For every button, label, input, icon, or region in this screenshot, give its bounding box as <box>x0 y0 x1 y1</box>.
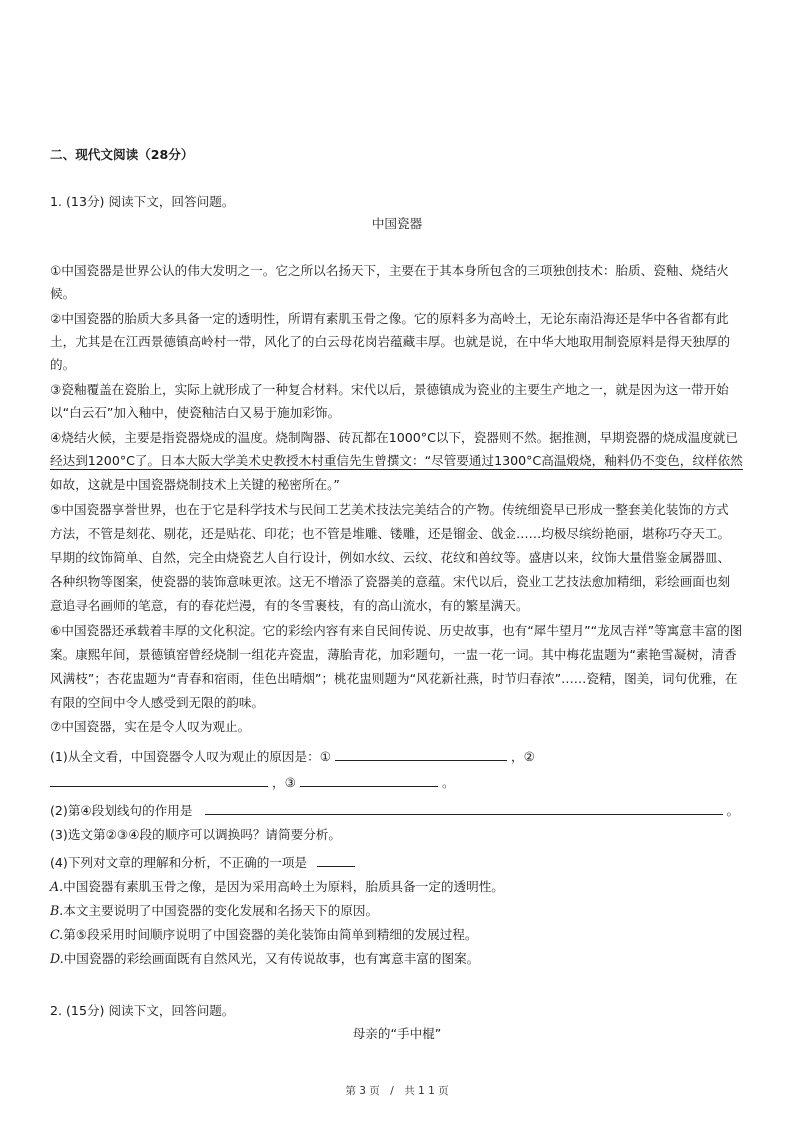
paragraph-1-line-2: 候。 <box>50 286 76 301</box>
option-c-letter: C. <box>50 927 64 942</box>
option-a[interactable] <box>50 876 504 895</box>
sub-question-1-sep-3: ，③ <box>272 775 296 790</box>
sub-question-3: (3)选文第②③④段的顺序可以调换吗？请简要分析。 <box>50 827 341 842</box>
question-2-heading: 2. (15分) 阅读下文，回答问题。 <box>50 1003 235 1018</box>
sub-question-1-cont <box>50 772 455 791</box>
paragraph-3-line-2: 以“白云石”加入釉中，使瓷釉洁白又易于施加彩饰。 <box>50 405 341 420</box>
paragraph-6-line-3: 风满枝”；杏花盅题为“青春和宿雨，佳色出晴烟”；桃花盅则题为“风花新社燕，时节归春浓”……瓷精，图美，词句优雅，在 <box>50 671 738 686</box>
sub-question-4-label: (4)下列对文章的理解和分析，不正确的一项是 <box>50 855 308 870</box>
section-title: 二、现代文阅读（28分） <box>50 147 194 162</box>
option-b[interactable] <box>50 900 378 919</box>
sub-question-4 <box>50 852 355 871</box>
paragraph-3-line-1: ③瓷釉覆盖在瓷胎上，实际上就形成了一种复合材料。宋代以后，景德镇成为瓷业的主要生产地之一，就是因为这一带开始 <box>50 382 729 397</box>
paragraph-5-line-1: ⑤中国瓷器享誉世界，也在于它是科学技术与民间工艺美术技法完美结合的产物。传统细瓷早已形成一整套美化装饰的方式 <box>50 502 729 517</box>
option-c-text: 第⑤段采用时间顺序说明了中国瓷器的美化装饰由简单到精细的发展过程。 <box>63 927 478 942</box>
paragraph-6-line-2: 案。康熙年间，景德镇窑曾经烧制一组花卉瓷盅，薄胎青花，加彩题句，一盅一花一词。其中梅花盅题为“素艳雪凝树，清香 <box>50 647 737 662</box>
answer-blank-3[interactable] <box>300 772 438 787</box>
paragraph-2-line-2: 土，尤其是在江西景德镇高岭村一带，风化了的白云母花岗岩蕴藏丰厚。也就是说，在中华大地取用制瓷原料是得天独厚的 <box>50 334 731 349</box>
question-1-heading: 1. (13分) 阅读下文，回答问题。 <box>50 194 235 209</box>
answer-blank-4[interactable] <box>205 800 723 815</box>
answer-blank-2[interactable] <box>50 772 268 787</box>
answer-blank-1[interactable] <box>335 746 507 761</box>
paragraph-5-line-4: 各种织物等图案，使瓷器的装饰意味更浓。这无不增添了瓷器美的意蕴。宋代以后，瓷业工艺技法愈加精细，彩绘画面也刻 <box>50 574 731 589</box>
paragraph-6-line-4: 有限的空间中令人感受到无限的韵味。 <box>50 695 265 710</box>
option-b-text: 本文主要说明了中国瓷器的变化发展和名扬天下的原因。 <box>63 903 379 918</box>
paragraph-4-line-2-underlined <box>50 449 743 472</box>
page-footer: 第 3 页 / 共 1 1 页 <box>345 1085 449 1097</box>
paragraph-7-line-1: ⑦中国瓷器，实在是令人叹为观止。 <box>50 719 251 734</box>
sub-question-2 <box>50 800 739 819</box>
paragraph-2-line-1: ②中国瓷器的胎质大多具备一定的透明性，所谓有素肌玉骨之像。它的原料多为高岭土，无论东南沿海还是华中各省都有此 <box>50 311 729 326</box>
paragraph-2-line-3: 的。 <box>50 357 76 372</box>
sub-question-1-label: (1)从全文看，中国瓷器令人叹为观止的原因是：① <box>50 749 332 764</box>
underlined-sentence: 经达到1200°C了。日本大阪大学美术史教授木村重信先生曾撰文：“尽管要通过1300°C高温煅烧，釉料仍不变色，纹样依然 <box>50 453 743 468</box>
sub-question-2-end: 。 <box>726 803 740 818</box>
paragraph-5-line-3: 早期的纹饰简单、自然，完全由烧瓷艺人自行设计，例如水纹、云纹、花纹和兽纹等。盛唐以来，纹饰大量借鉴金属器皿、 <box>50 550 731 565</box>
paragraph-5-line-5: 意追寻名画师的笔意，有的春花烂漫，有的冬雪裹枝，有的高山流水，有的繁星满天。 <box>50 598 529 613</box>
paragraph-5-line-2: 方法，不管是刻花、剔花，还是贴花、印花；也不管是堆雕、镂雕，还是镏金、戗金……均极尽缤纷艳丽，堪称巧夺天工。 <box>50 526 731 541</box>
paragraph-4-line-3: 如故，这就是中国瓷器烧制技术上关键的秘密所在。” <box>50 477 340 492</box>
paragraph-4-line-1: ④烧结火候，主要是指瓷器烧成的温度。烧制陶器、砖瓦都在1000°C以下，瓷器则不然。据推测，早期瓷器的烧成温度就已 <box>50 430 739 445</box>
option-d-letter: D. <box>50 951 64 966</box>
paragraph-6-line-1: ⑥中国瓷器还承载着丰厚的文化积淀。它的彩绘内容有来自民间传说、历史故事，也有“犀牛望月”“龙凤吉祥”等寓意丰富的图 <box>50 623 743 638</box>
option-a-text: 中国瓷器有素肌玉骨之像，是因为采用高岭土为原料，胎质具备一定的透明性。 <box>63 879 504 894</box>
sub-question-1-sep-2: ，② <box>511 749 535 764</box>
question-2-title: 母亲的“手中棍” <box>352 1026 442 1041</box>
article-title: 中国瓷器 <box>371 216 423 231</box>
answer-blank-5[interactable] <box>317 852 355 867</box>
sub-question-1 <box>50 746 535 765</box>
sub-question-1-end: 。 <box>441 775 455 790</box>
option-d-text: 中国瓷器的彩绘画面既有自然风光，又有传说故事，也有寓意丰富的图案。 <box>63 951 480 966</box>
option-c[interactable] <box>50 924 478 943</box>
option-a-letter: A. <box>50 879 64 894</box>
paragraph-1-line-1: ①中国瓷器是世界公认的伟大发明之一。它之所以名扬天下，主要在于其本身所包含的三项独创技术：胎质、瓷釉、烧结火 <box>50 263 729 278</box>
sub-question-2-label: (2)第④段划线句的作用是 <box>50 803 193 818</box>
option-d[interactable] <box>50 948 479 967</box>
option-b-letter: B. <box>50 903 64 918</box>
